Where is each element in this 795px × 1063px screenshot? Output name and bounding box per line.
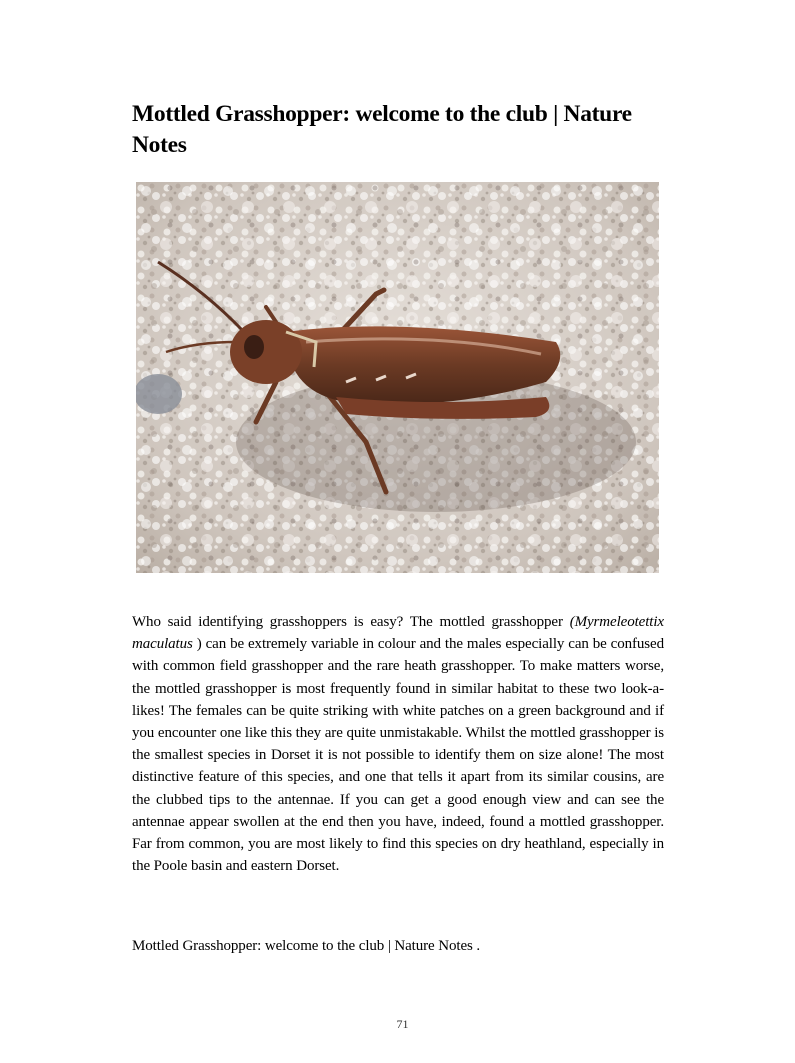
article-body: [132, 611, 664, 877]
page-title: Mottled Grasshopper: welcome to the club | Nature Notes: [132, 101, 632, 158]
article-paragraph: [132, 611, 664, 877]
grasshopper-illustration: [136, 182, 659, 573]
grasshopper-photo: [136, 182, 659, 573]
body-main: ) can be extremely variable in colour and the males especially can be confused with common field grasshopper and the rare heath grasshopper. To make matters worse, the mottled grasshopper is most frequently found in similar habitat to these two look-a-likes! The females can be quite striking with white patches on a green background and if you encounter one like this they are quite unmistakable. Whilst the mottled grasshopper is the smallest species in Dorset it is not possible to identify them on size alone! The most distinctive feature of this species, and one that tells it apart from its similar cousins, are the clubbed tips to the antennae. If you can get a good enough view and can see the antennae appear swollen at the end then you have, indeed, found a mottled grasshopper. Far from common, you are most likely to find this species on dry heathland, especially in the Poole basin and eastern Dorset.: [132, 636, 664, 875]
source-link[interactable]: Mottled Grasshopper: welcome to the club | Nature Notes .: [132, 938, 481, 954]
species-name: (Myrmeleotettix maculatus: [132, 614, 664, 653]
body-intro: Who said identifying grasshoppers is easy? The mottled grasshopper: [132, 614, 570, 630]
page-number: 71: [396, 1017, 409, 1031]
